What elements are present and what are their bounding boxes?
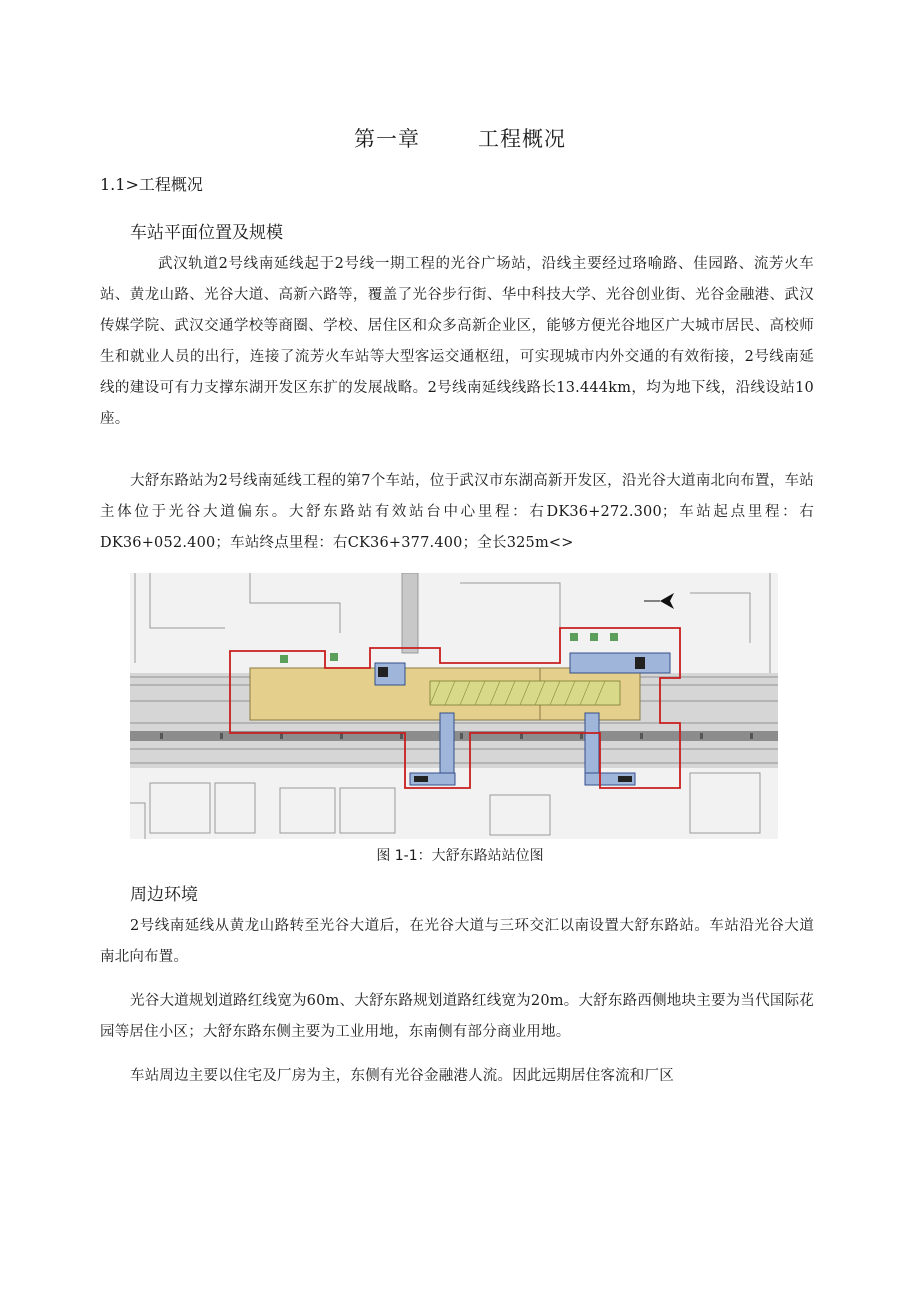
paragraph-surroundings-2: 光谷大道规划道路红线宽为60m、大舒东路规划道路红线宽为20m。大舒东路西侧地块主要为当代国际花园等居住小区；大舒东路东侧主要为工业用地，东南侧有部分商业用地。 <box>100 993 814 1040</box>
paragraph-surroundings-3: 车站周边主要以住宅及厂房为主，东侧有光谷金融港人流。因此远期居住客流和厂区 <box>130 1068 674 1084</box>
paragraph-line-overview: 武汉轨道2号线南延线起于2号线一期工程的光谷广场站，沿线主要经过珞喻路、佳园路、流芳火车站、黄龙山路、光谷大道、高新六路等，覆盖了光谷步行街、华中科技大学、光谷创业街、光谷金融港、武汉传媒学院、武汉交通学校等商圈、学校、居住区和众多高新企业区，能够方便光谷地区广大城市居民、高校师生和就业人员的出行，连接了流芳火车站等大型客运交通枢纽，可实现城市内外交通的有效衔接，2号线南延线的建设可有力支撑东湖开发区东扩的发展战略。2号线南延线线路长13.444km，均为地下线，沿线设站10座。 <box>100 256 814 427</box>
figure-caption <box>0 845 920 865</box>
chapter-title <box>0 123 920 153</box>
subsection-heading-location: 车站平面位置及规模 <box>130 223 283 243</box>
chapter-name: 工程概况 <box>478 127 566 151</box>
section-heading: 1.1>工程概况 <box>100 175 203 194</box>
chapter-number: 第一章 <box>354 127 420 151</box>
station-plan-drawing <box>130 573 778 839</box>
figure-caption-text: 大舒东路站站位图 <box>431 848 544 864</box>
paragraph-station-info: 大舒东路站为2号线南延线工程的第7个车站，位于武汉市东湖高新开发区，沿光谷大道南北向布置，车站主体位于光谷大道偏东。大舒东路站有效站台中心里程：右DK36+272.300；车站起点里程：右DK36+052.400；车站终点里程：右CK36+377.400；全长325m<> <box>100 473 814 551</box>
subsection-heading-surroundings: 周边环境 <box>130 885 198 905</box>
figure-caption-label: 图 1-1： <box>376 848 432 864</box>
station-plan-figure <box>130 573 778 839</box>
paragraph-surroundings-1: 2号线南延线从黄龙山路转至光谷大道后，在光谷大道与三环交汇以南设置大舒东路站。车站沿光谷大道南北向布置。 <box>100 918 814 965</box>
